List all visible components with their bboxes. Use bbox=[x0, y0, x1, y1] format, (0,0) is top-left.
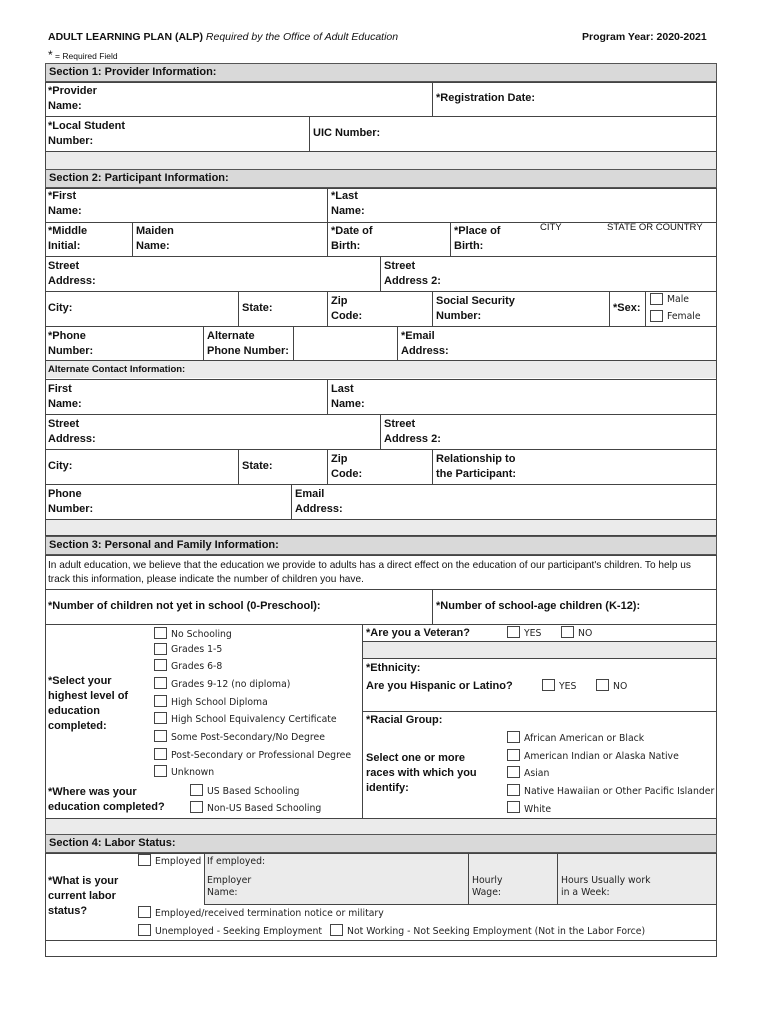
terminated-checkbox[interactable] bbox=[138, 906, 151, 918]
edu-option-label: Some Post-Secondary/No Degree bbox=[171, 732, 325, 743]
form-title: ADULT LEARNING PLAN (ALP) Required by the Office of Adult Education bbox=[48, 31, 399, 43]
children-preschool-label: *Number of children not yet in school (0-Preschool): bbox=[48, 600, 321, 612]
hispanic-no-checkbox[interactable] bbox=[596, 679, 609, 691]
section-1-header: Section 1: Provider Information: bbox=[45, 63, 717, 82]
not-working-label: Not Working - Not Seeking Employment (Not in the Labor Force) bbox=[347, 926, 646, 937]
race-option-label: White bbox=[524, 804, 552, 815]
hispanic-yes-checkbox[interactable] bbox=[542, 679, 555, 691]
edu-checkbox[interactable] bbox=[154, 765, 167, 777]
edu-option-label: High School Equivalency Certificate bbox=[171, 714, 337, 725]
race-checkbox[interactable] bbox=[507, 731, 520, 743]
race-checkbox[interactable] bbox=[507, 766, 520, 778]
section-3-header: Section 3: Personal and Family Information: bbox=[45, 536, 717, 555]
edu-option-label: Post-Secondary or Professional Degree bbox=[171, 750, 352, 761]
edu-option-label: High School Diploma bbox=[171, 697, 268, 708]
education-level-label: *Select your highest level of education completed: bbox=[48, 675, 129, 732]
female-option-label: Female bbox=[667, 311, 701, 322]
state-label: State: bbox=[242, 302, 273, 314]
veteran-yes-checkbox[interactable] bbox=[507, 626, 520, 638]
veteran-no-checkbox[interactable] bbox=[561, 626, 574, 638]
provider-name-label: *Provider Name: bbox=[48, 85, 97, 112]
not-working-checkbox[interactable] bbox=[330, 924, 343, 936]
alt-state-label: State: bbox=[242, 460, 273, 472]
hispanic-no-label: NO bbox=[613, 681, 628, 692]
alt-street-address-label: Street Address: bbox=[48, 418, 96, 445]
racial-group-label: *Racial Group: bbox=[366, 714, 443, 726]
street-address-label: Street Address: bbox=[48, 260, 96, 287]
race-option-label: American Indian or Alaska Native bbox=[524, 751, 679, 762]
alt-email-address-label: Email Address: bbox=[295, 488, 343, 515]
state-or-country-hint: STATE OR COUNTRY bbox=[607, 222, 703, 233]
edu-checkbox[interactable] bbox=[154, 627, 167, 639]
first-name-label: *First Name: bbox=[48, 190, 82, 217]
non-us-schooling-label: Non-US Based Schooling bbox=[207, 803, 322, 814]
uic-number-label: UIC Number: bbox=[313, 127, 381, 139]
male-checkbox[interactable] bbox=[650, 293, 663, 305]
edu-checkbox[interactable] bbox=[154, 643, 167, 655]
section-2-header: Section 2: Participant Information: bbox=[45, 169, 717, 188]
provider-name-field[interactable] bbox=[100, 90, 428, 112]
employed-checkbox[interactable] bbox=[138, 854, 151, 866]
edu-checkbox[interactable] bbox=[154, 748, 167, 760]
alt-zip-code-label: Zip Code: bbox=[331, 453, 363, 480]
race-option-label: Native Hawaiian or Other Pacific Islander bbox=[524, 786, 715, 797]
edu-option-label: No Schooling bbox=[171, 629, 232, 640]
place-of-birth-label: *Place of Birth: bbox=[454, 225, 501, 252]
female-checkbox[interactable] bbox=[650, 310, 663, 322]
sex-label: *Sex: bbox=[613, 302, 641, 314]
phone-number-label: *Phone Number: bbox=[48, 330, 94, 357]
edu-checkbox[interactable] bbox=[154, 712, 167, 724]
required-legend: * = Required Field bbox=[48, 48, 118, 62]
date-of-birth-label: *Date of Birth: bbox=[331, 225, 373, 252]
registration-date-label: *Registration Date: bbox=[436, 92, 536, 104]
edu-checkbox[interactable] bbox=[154, 730, 167, 742]
terminated-label: Employed/received termination notice or military bbox=[155, 908, 384, 919]
veteran-no-label: NO bbox=[578, 628, 593, 639]
alt-street-address-2-label: Street Address 2: bbox=[384, 418, 441, 445]
email-address-label: *Email Address: bbox=[401, 330, 449, 357]
relationship-label: Relationship to the Participant: bbox=[436, 453, 517, 480]
alt-first-name-label: First Name: bbox=[48, 383, 82, 410]
employed-label: Employed bbox=[155, 856, 202, 867]
alternate-phone-label: Alternate Phone Number: bbox=[207, 330, 289, 357]
zip-code-label: Zip Code: bbox=[331, 295, 363, 322]
children-k12-label: *Number of school-age children (K-12): bbox=[436, 600, 641, 612]
veteran-yes-label: YES bbox=[524, 628, 542, 639]
edu-checkbox[interactable] bbox=[154, 659, 167, 671]
labor-status-label: *What is your current labor status? bbox=[48, 875, 119, 917]
local-student-number-label: *Local Student Number: bbox=[48, 120, 126, 147]
alt-city-label: City: bbox=[48, 460, 73, 472]
races-instruction-label: Select one or more races with which you identify: bbox=[366, 752, 477, 794]
middle-initial-label: *Middle Initial: bbox=[48, 225, 88, 252]
edu-option-label: Grades 9-12 (no diploma) bbox=[171, 679, 291, 690]
maiden-name-label: Maiden Name: bbox=[136, 225, 174, 252]
hours-per-week-label: Hours Usually work in a Week: bbox=[561, 875, 651, 898]
alternate-contact-heading: Alternate Contact Information: bbox=[48, 364, 186, 375]
unemployed-checkbox[interactable] bbox=[138, 924, 151, 936]
hourly-wage-label: Hourly Wage: bbox=[472, 875, 503, 898]
edu-option-label: Unknown bbox=[171, 767, 215, 778]
where-educated-label: *Where was your education completed? bbox=[48, 786, 165, 813]
intro-text: In adult education, we believe that the education we provide to adults has a direct effect on the education of our participant's children. To help us track this information, please indicate the number of children you have. bbox=[48, 560, 691, 585]
race-checkbox[interactable] bbox=[507, 784, 520, 796]
hispanic-yes-label: YES bbox=[559, 681, 577, 692]
edu-checkbox[interactable] bbox=[154, 695, 167, 707]
race-checkbox[interactable] bbox=[507, 749, 520, 761]
city-hint: CITY bbox=[540, 222, 562, 233]
ssn-label: Social Security Number: bbox=[436, 295, 515, 322]
race-option-label: African American or Black bbox=[524, 733, 645, 744]
us-schooling-checkbox[interactable] bbox=[190, 784, 203, 796]
race-checkbox[interactable] bbox=[507, 801, 520, 813]
last-name-label: *Last Name: bbox=[331, 190, 365, 217]
city-label: City: bbox=[48, 302, 73, 314]
alt-phone-number-label: Phone Number: bbox=[48, 488, 94, 515]
race-option-label: Asian bbox=[524, 768, 550, 779]
unemployed-label: Unemployed - Seeking Employment bbox=[155, 926, 323, 937]
non-us-schooling-checkbox[interactable] bbox=[190, 801, 203, 813]
edu-option-label: Grades 1-5 bbox=[171, 644, 223, 655]
section-4-header: Section 4: Labor Status: bbox=[45, 834, 717, 853]
us-schooling-label: US Based Schooling bbox=[207, 786, 300, 797]
employer-name-label: Employer Name: bbox=[207, 875, 252, 898]
edu-checkbox[interactable] bbox=[154, 677, 167, 689]
alt-last-name-label: Last Name: bbox=[331, 383, 365, 410]
ethnicity-label: *Ethnicity: Are you Hispanic or Latino? bbox=[366, 662, 513, 692]
male-option-label: Male bbox=[667, 294, 690, 305]
if-employed-label: If employed: bbox=[207, 856, 266, 867]
street-address-2-label: Street Address 2: bbox=[384, 260, 441, 287]
program-year: Program Year: 2020-2021 bbox=[582, 31, 707, 43]
veteran-label: *Are you a Veteran? bbox=[366, 627, 470, 639]
edu-option-label: Grades 6-8 bbox=[171, 661, 223, 672]
